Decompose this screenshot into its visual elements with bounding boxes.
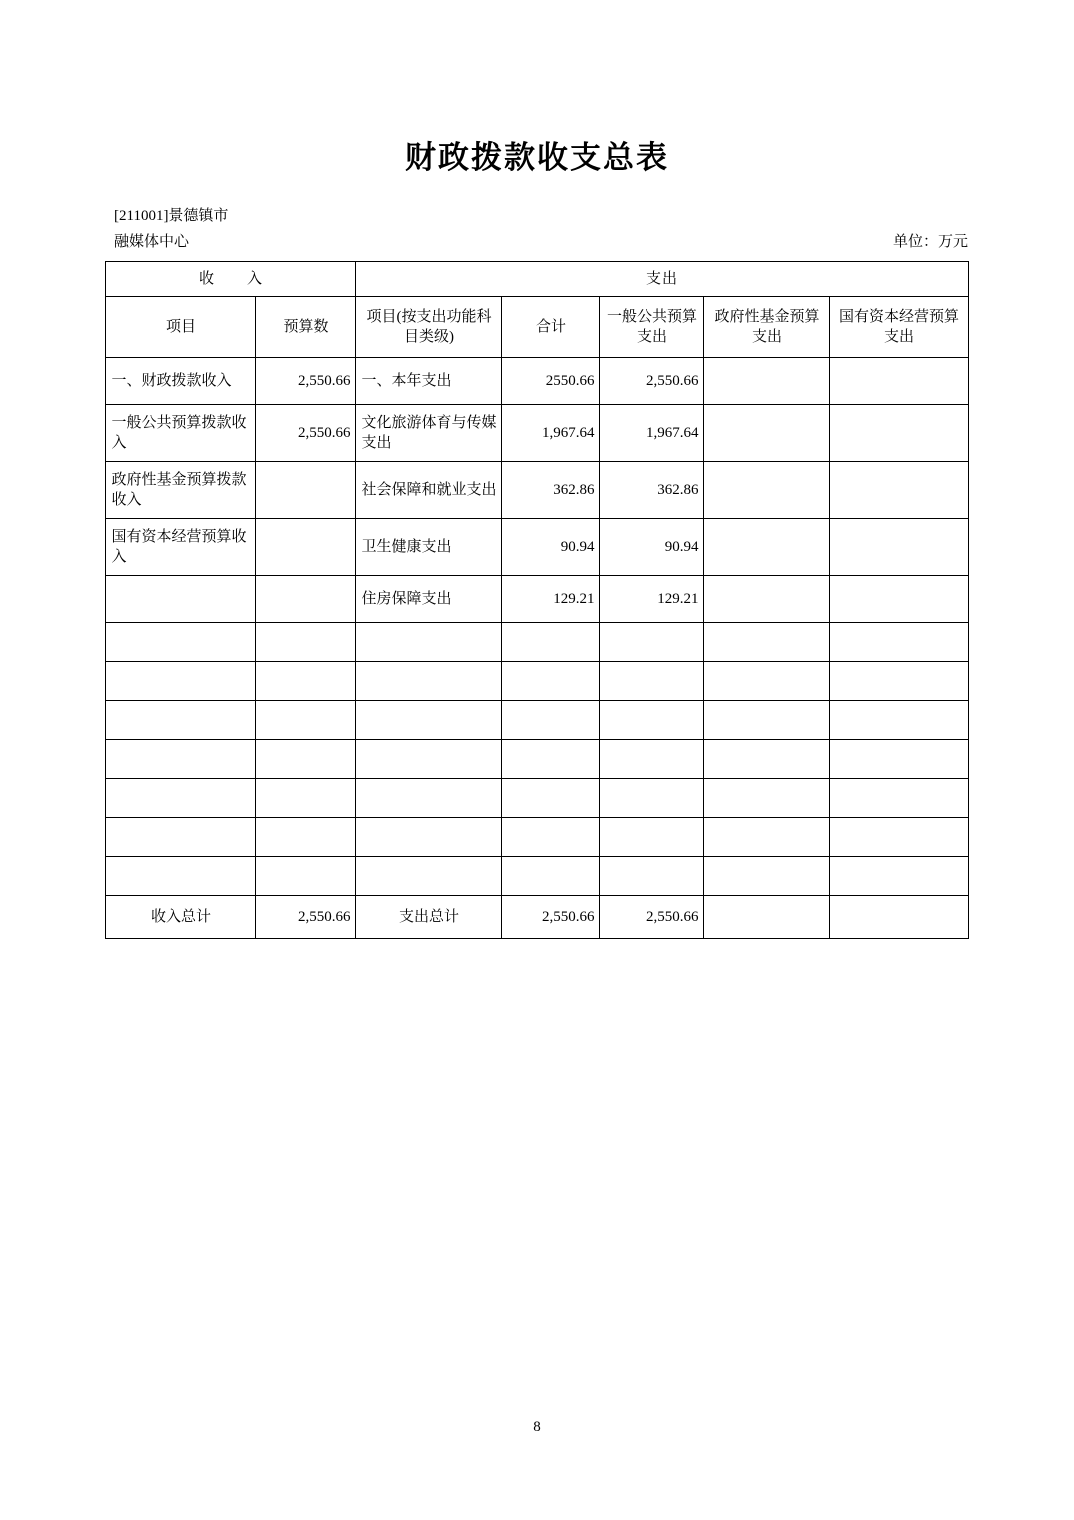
table-group-header-row (106, 262, 968, 297)
column-header-exp-total: 合计 (502, 297, 600, 358)
cell-exp-state-capital (830, 818, 968, 857)
fiscal-allocation-table (105, 261, 968, 939)
cell-exp-general-public (600, 779, 704, 818)
cell-income-item: 一、财政拨款收入 (106, 358, 256, 405)
cell-exp-general-public (600, 857, 704, 896)
table-row (106, 779, 968, 818)
cell-income-budget: 2,550.66 (256, 405, 356, 462)
unit-note: 单位：万元 (892, 234, 968, 250)
cell-income-budget (256, 519, 356, 576)
table-row (106, 701, 968, 740)
cell-exp-total: 2550.66 (502, 358, 600, 405)
cell-total-exp-total: 2,550.66 (502, 896, 600, 939)
cell-income-budget (256, 740, 356, 779)
cell-exp-general-public (600, 818, 704, 857)
cell-exp-item (356, 740, 502, 779)
cell-exp-item (356, 818, 502, 857)
cell-total-exp-gov-fund (704, 896, 830, 939)
column-header-income-item: 项目 (106, 297, 256, 358)
page-title: 财政拨款收支总表 (405, 140, 669, 176)
cell-exp-gov-fund (704, 462, 830, 519)
cell-income-item (106, 576, 256, 623)
org-name-line2: 融媒体中心 (114, 234, 190, 250)
column-header-exp-general-public: 一般公共预算支出 (600, 297, 704, 358)
table-row (106, 519, 968, 576)
cell-exp-gov-fund (704, 857, 830, 896)
table-total-row (106, 896, 968, 939)
cell-exp-item: 一、本年支出 (356, 358, 502, 405)
table-row (106, 358, 968, 405)
table-row (106, 662, 968, 701)
cell-exp-total: 90.94 (502, 519, 600, 576)
page-number: 8 (533, 1419, 541, 1435)
org-code-name: [211001]景德镇市 (114, 208, 229, 224)
cell-total-exp-state-capital (830, 896, 968, 939)
cell-exp-item (356, 623, 502, 662)
cell-exp-general-public: 362.86 (600, 462, 704, 519)
cell-exp-total: 362.86 (502, 462, 600, 519)
cell-exp-gov-fund (704, 358, 830, 405)
cell-exp-gov-fund (704, 623, 830, 662)
cell-total-exp-general-public: 2,550.66 (600, 896, 704, 939)
cell-exp-total (502, 701, 600, 740)
cell-exp-general-public (600, 662, 704, 701)
column-header-exp-gov-fund: 政府性基金预算支出 (704, 297, 830, 358)
table-row (106, 740, 968, 779)
cell-exp-gov-fund (704, 701, 830, 740)
cell-exp-gov-fund (704, 662, 830, 701)
table-row (106, 857, 968, 896)
cell-income-budget (256, 701, 356, 740)
cell-total-income-budget: 2,550.66 (256, 896, 356, 939)
column-header-income-budget: 预算数 (256, 297, 356, 358)
cell-income-budget (256, 818, 356, 857)
table-body (106, 358, 968, 939)
cell-exp-general-public: 2,550.66 (600, 358, 704, 405)
cell-exp-total (502, 740, 600, 779)
table-row (106, 405, 968, 462)
cell-exp-total (502, 857, 600, 896)
cell-exp-state-capital (830, 519, 968, 576)
cell-exp-gov-fund (704, 576, 830, 623)
cell-income-budget: 2,550.66 (256, 358, 356, 405)
cell-exp-item: 住房保障支出 (356, 576, 502, 623)
cell-exp-gov-fund (704, 740, 830, 779)
cell-exp-item: 文化旅游体育与传媒支出 (356, 405, 502, 462)
cell-income-item (106, 662, 256, 701)
cell-exp-state-capital (830, 779, 968, 818)
group-header-income: 收 入 (106, 262, 356, 297)
table-column-header-row (106, 297, 968, 358)
cell-exp-general-public: 129.21 (600, 576, 704, 623)
cell-exp-item: 社会保障和就业支出 (356, 462, 502, 519)
cell-exp-total (502, 818, 600, 857)
column-header-exp-item: 项目(按支出功能科目类级) (356, 297, 502, 358)
cell-income-item (106, 701, 256, 740)
cell-exp-total: 1,967.64 (502, 405, 600, 462)
cell-exp-gov-fund (704, 818, 830, 857)
cell-exp-general-public: 1,967.64 (600, 405, 704, 462)
cell-income-item (106, 740, 256, 779)
cell-exp-item (356, 662, 502, 701)
cell-exp-state-capital (830, 576, 968, 623)
cell-exp-general-public: 90.94 (600, 519, 704, 576)
cell-exp-state-capital (830, 462, 968, 519)
cell-income-budget (256, 623, 356, 662)
cell-exp-item (356, 857, 502, 896)
cell-total-exp-label: 支出总计 (356, 896, 502, 939)
cell-exp-state-capital (830, 740, 968, 779)
cell-exp-state-capital (830, 662, 968, 701)
group-header-expenditure: 支出 (356, 262, 968, 297)
cell-income-item (106, 857, 256, 896)
cell-income-budget (256, 779, 356, 818)
cell-exp-general-public (600, 701, 704, 740)
cell-income-item: 国有资本经营预算收入 (106, 519, 256, 576)
cell-exp-gov-fund (704, 779, 830, 818)
cell-income-item: 政府性基金预算拨款收入 (106, 462, 256, 519)
cell-income-budget (256, 576, 356, 623)
cell-income-item (106, 818, 256, 857)
cell-exp-gov-fund (704, 405, 830, 462)
cell-exp-item (356, 701, 502, 740)
cell-total-income-label: 收入总计 (106, 896, 256, 939)
cell-income-budget (256, 857, 356, 896)
cell-exp-general-public (600, 623, 704, 662)
cell-income-budget (256, 462, 356, 519)
cell-exp-state-capital (830, 358, 968, 405)
table-row (106, 818, 968, 857)
cell-exp-state-capital (830, 623, 968, 662)
cell-income-item: 一般公共预算拨款收入 (106, 405, 256, 462)
cell-exp-item (356, 779, 502, 818)
table-row (106, 462, 968, 519)
cell-exp-state-capital (830, 405, 968, 462)
cell-exp-total (502, 779, 600, 818)
cell-exp-total (502, 623, 600, 662)
cell-exp-general-public (600, 740, 704, 779)
cell-exp-state-capital (830, 857, 968, 896)
table-row (106, 623, 968, 662)
cell-exp-gov-fund (704, 519, 830, 576)
cell-exp-total: 129.21 (502, 576, 600, 623)
cell-exp-item: 卫生健康支出 (356, 519, 502, 576)
column-header-exp-state-capital: 国有资本经营预算支出 (830, 297, 968, 358)
cell-income-item (106, 623, 256, 662)
org-name-row (106, 229, 968, 255)
cell-exp-total (502, 662, 600, 701)
document-meta (106, 177, 968, 255)
table-row (106, 576, 968, 623)
cell-exp-state-capital (830, 701, 968, 740)
cell-income-budget (256, 662, 356, 701)
cell-income-item (106, 779, 256, 818)
